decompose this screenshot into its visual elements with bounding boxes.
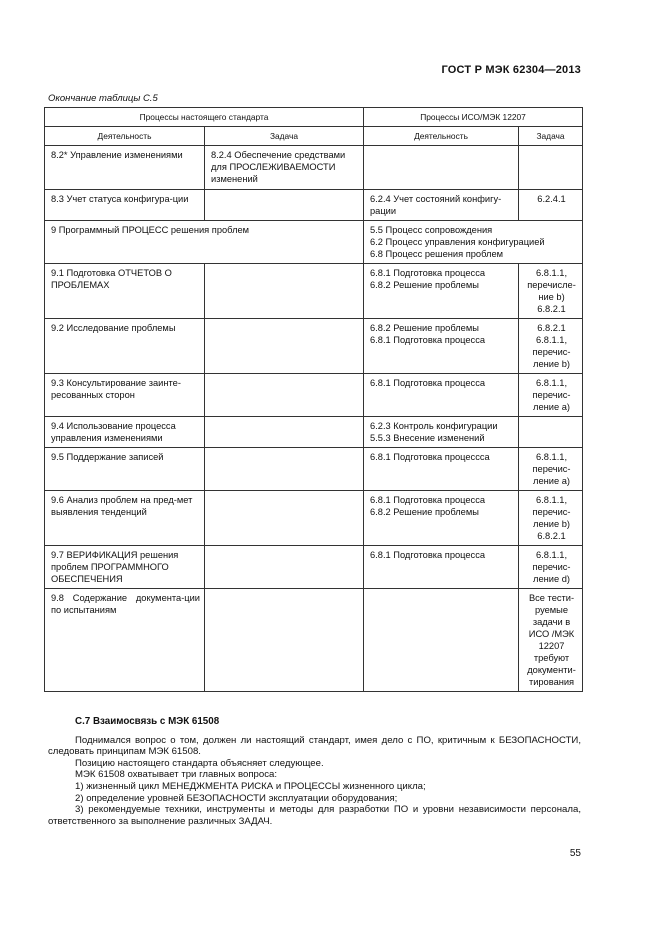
col-header-task: Задача xyxy=(205,127,364,146)
cell-d xyxy=(519,146,583,190)
page-number: 55 xyxy=(569,848,581,859)
cell-a: 9.2 Исследование проблемы xyxy=(45,319,205,374)
column-header-row xyxy=(45,127,583,146)
cell-d: 6.8.2.1 6.8.1.1, перечис-ление b) xyxy=(519,319,583,374)
cell-d: Все тести-руемые задачи в ИСО /МЭК 12207 требуют документи-тирования xyxy=(519,589,583,692)
cell-d: 6.8.1.1, перечис-ление а) xyxy=(519,374,583,417)
cell-c: 6.8.2 Решение проблемы 6.8.1 Подготовка процесса xyxy=(364,319,519,374)
cell-c: 6.8.1 Подготовка процесса 6.8.2 Решение проблемы xyxy=(364,491,519,546)
cell-a: 9.6 Анализ проблем на пред-мет выявления тенденций xyxy=(45,491,205,546)
cell-d: 6.8.1.1, перечисле-ние b) 6.8.2.1 xyxy=(519,264,583,319)
list-item: 1) жизненный цикл МЕНЕДЖМЕНТА РИСКА и ПРОЦЕССЫ жизненного цикла; xyxy=(75,780,426,792)
table-row xyxy=(45,374,583,417)
paragraph: Поднимался вопрос о том, должен ли настоящий стандарт, имея дело с ПО, критичным к БЕЗОПАСНОСТИ, следовать принципам МЭК 61508. xyxy=(48,734,581,758)
cell-a: 9.8 Содержание документа-ции по испытаниям xyxy=(45,589,205,692)
cell-a: 9.7 ВЕРИФИКАЦИЯ решения проблем ПРОГРАММНОГО ОБЕСПЕЧЕНИЯ xyxy=(45,546,205,589)
cell-c xyxy=(364,146,519,190)
list-item: 3) рекомендуемые техники, инструменты и методы для разработки ПО и уровни независимости персонала, ответственного за выполнение различных ЗАДАЧ. xyxy=(48,804,581,827)
cell-b xyxy=(205,190,364,221)
cell-d xyxy=(519,417,583,448)
cell-a: 9.3 Консультирование заинте-ресованных сторон xyxy=(45,374,205,417)
paragraph: МЭК 61508 охватывает три главных вопроса: xyxy=(75,769,278,781)
table-row xyxy=(45,221,583,264)
cell-b xyxy=(205,546,364,589)
cell-a: 9.4 Использование процесса управления изменениями xyxy=(45,417,205,448)
table-row xyxy=(45,319,583,374)
table-body xyxy=(45,146,583,692)
cell-c: 6.2.3 Контроль конфигурации 5.5.3 Внесение изменений xyxy=(364,417,519,448)
list-item: 2) определение уровней БЕЗОПАСНОСТИ эксплуатации оборудования; xyxy=(75,792,398,804)
cell-c: 6.8.1 Подготовка процесса 6.8.2 Решение проблемы xyxy=(364,264,519,319)
cell-a: 9.1 Подготовка ОТЧЕТОВ О ПРОБЛЕМАХ xyxy=(45,264,205,319)
table-row xyxy=(45,190,583,221)
cell-c xyxy=(364,589,519,692)
table-row xyxy=(45,546,583,589)
group-header-row xyxy=(45,108,583,127)
cell-b xyxy=(205,589,364,692)
cell-b: 8.2.4 Обеспечение средствами для ПРОСЛЕЖИВАЕМОСТИ изменений xyxy=(205,146,364,190)
correspondence-table xyxy=(44,107,583,692)
cell-a: 9 Программный ПРОЦЕСС решения проблем xyxy=(45,221,364,264)
section-c7 xyxy=(48,716,581,827)
cell-a: 8.2* Управление изменениями xyxy=(45,146,205,190)
group-header-this-standard: Процессы настоящего стандарта xyxy=(45,108,364,127)
table-row xyxy=(45,417,583,448)
cell-d: 6.8.1.1, перечис-ление d) xyxy=(519,546,583,589)
cell-c: 5.5 Процесс сопровождения 6.2 Процесс управления конфигурацией 6.8 Процесс решения проблем xyxy=(364,221,583,264)
paragraph: Позицию настоящего стандарта объясняет следующее. xyxy=(75,757,324,769)
cell-b xyxy=(205,417,364,448)
cell-b xyxy=(205,448,364,491)
table-row xyxy=(45,146,583,190)
cell-c: 6.2.4 Учет состояний конфигу-рации xyxy=(364,190,519,221)
group-header-iso-12207: Процессы ИСО/МЭК 12207 xyxy=(364,108,583,127)
cell-b xyxy=(205,319,364,374)
cell-d: 6.2.4.1 xyxy=(519,190,583,221)
cell-c: 6.8.1 Подготовка процессса xyxy=(364,448,519,491)
table-row xyxy=(45,264,583,319)
cell-b xyxy=(205,491,364,546)
cell-b xyxy=(205,264,364,319)
cell-a: 8.3 Учет статуса конфигура-ции xyxy=(45,190,205,221)
table-row xyxy=(45,491,583,546)
table-row xyxy=(45,448,583,491)
document-id-header: ГОСТ Р МЭК 62304—2013 xyxy=(441,64,581,76)
col-header-activity: Деятельность xyxy=(45,127,205,146)
cell-c: 6.8.1 Подготовка процесса xyxy=(364,374,519,417)
cell-a: 9.5 Поддержание записей xyxy=(45,448,205,491)
cell-d: 6.8.1.1, перечис-ление b) 6.8.2.1 xyxy=(519,491,583,546)
cell-c: 6.8.1 Подготовка процесса xyxy=(364,546,519,589)
cell-b xyxy=(205,374,364,417)
table-caption: Окончание таблицы C.5 xyxy=(48,93,158,104)
table-row xyxy=(45,589,583,692)
section-title: C.7 Взаимосвязь с МЭК 61508 xyxy=(75,716,220,727)
col-header-iso-task: Задача xyxy=(519,127,583,146)
cell-d: 6.8.1.1, перечис-ление а) xyxy=(519,448,583,491)
col-header-iso-activity: Деятельность xyxy=(364,127,519,146)
